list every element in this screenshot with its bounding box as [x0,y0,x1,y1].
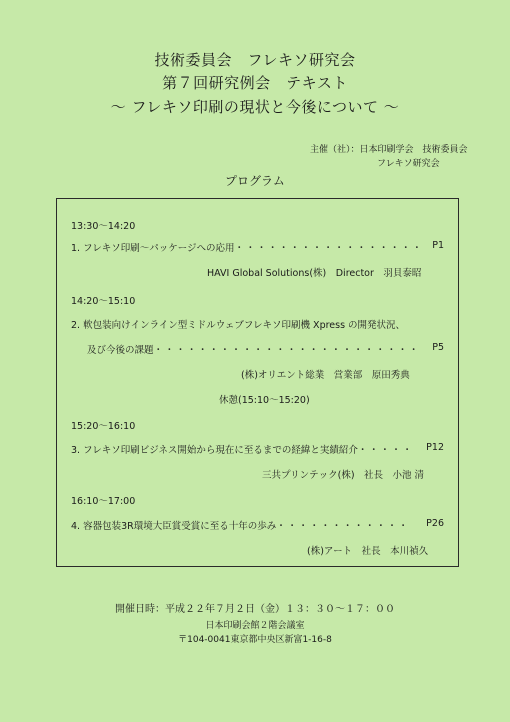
event-venue: 日本印刷会館２階会議室 [205,621,305,631]
session-3-page: P12 [426,442,444,453]
title-line-2: 第７回研究例会 テキスト [162,74,348,92]
event-address: 〒104-0041東京都中央区新富1-16-8 [178,635,332,645]
session-1-time: 13:30～14:20 [71,221,136,232]
program-heading: プログラム [225,174,285,188]
session-2-speaker: (株)オリエント総業 営業部 原田秀典 [241,370,410,381]
session-1-speaker: HAVI Global Solutions(株) Director 羽貝泰昭 [207,268,422,279]
session-4-page: P26 [426,518,444,529]
session-4-title: 4. 容器包装3R環境大臣賞受賞に至る十年の歩み [71,521,277,532]
session-2-time: 14:20～15:10 [71,296,136,307]
session-2-title-line-2 [87,342,420,356]
session-1-page: P1 [432,240,444,251]
session-3-title: 3. フレキソ印刷ビジネス開始から現在に至るまでの経緯と実績紹介 [71,445,358,456]
session-2-title: 2. 軟包装向けインライン型ミドルウェブフレキソ印刷機 Xpress の開発状況、 [71,320,406,331]
session-1-title: 1. フレキソ印刷～パッケージへの応用 [71,243,235,254]
title-line-1: 技術委員会 フレキソ研究会 [154,51,356,69]
session-1-dots: ・・・・・・・・・・・・・・・・・ [234,243,424,254]
session-4-time: 16:10～17:00 [71,496,136,507]
session-4-speaker: (株)アート 社長 本川禎久 [307,546,429,557]
title-line-3: ～ フレキソ印刷の現状と今後について ～ [110,98,400,116]
break-time: 休憩(15:10～15:20) [219,395,310,406]
session-4-dots: ・・・・・・・・・・・・ [276,521,410,532]
session-1-title-line [71,240,423,254]
session-3-time: 15:20～16:10 [71,421,136,432]
event-datetime: 開催日時：平成２２年７月２日（金）１３：３０～１７：００ [115,604,395,615]
session-3-title-line [71,442,413,456]
session-2-page: P5 [432,342,444,353]
program-box [56,198,459,567]
organizer-line-1: 主催（社）：日本印刷学会 技術委員会 [310,145,468,155]
organizer-line-2: フレキソ研究会 [377,159,440,169]
session-2-dots: ・・・・・・・・・・・・・・・・・・・・・・・・ [153,345,420,356]
session-2-title-cont: 及び今後の課題 [87,345,154,356]
session-4-title-line [71,518,409,532]
session-3-dots: ・・・・・ [357,445,414,456]
session-3-speaker: 三共プリンテック(株) 社長 小池 清 [262,470,425,481]
